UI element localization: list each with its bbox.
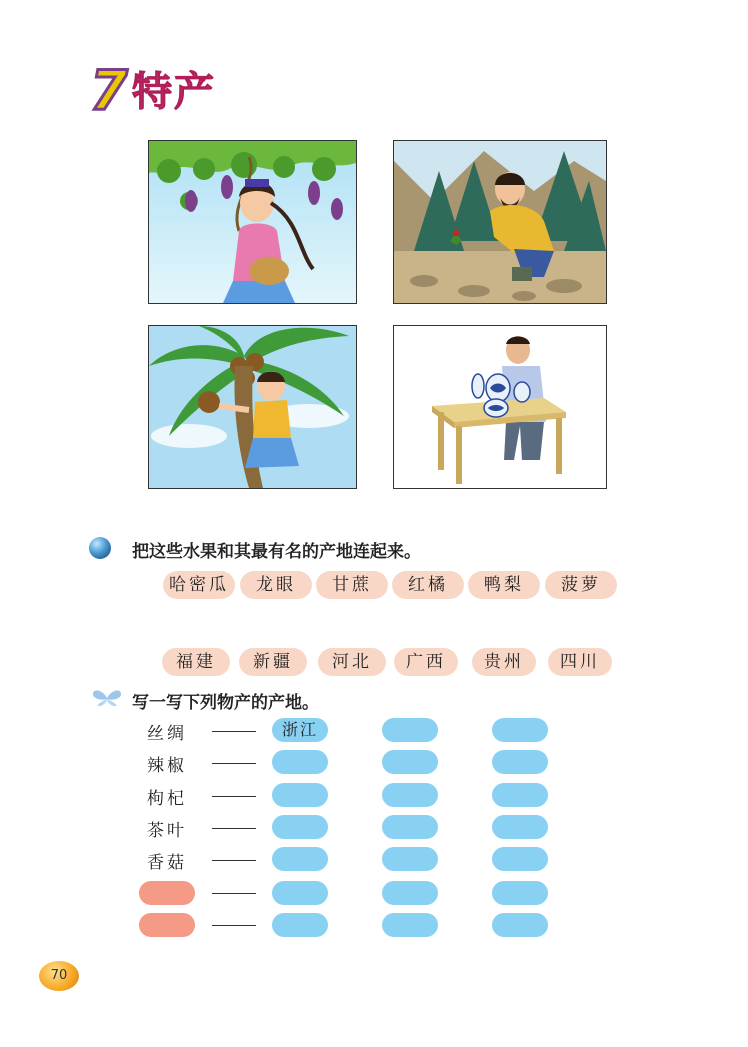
answer-blank[interactable] [492, 847, 548, 871]
answer-pill-filled: 浙江 [272, 718, 328, 742]
place-tag: 贵州 [472, 648, 536, 676]
fruit-tag: 菠萝 [545, 571, 617, 599]
porcelain-man-picture [393, 325, 607, 489]
place-tag: 四川 [548, 648, 612, 676]
lesson-title: 特产 [132, 69, 216, 115]
answer-blank[interactable] [492, 750, 548, 774]
answer-blank[interactable] [492, 913, 548, 937]
answer-blank[interactable] [272, 783, 328, 807]
fruit-tag: 红橘 [392, 571, 464, 599]
fruit-tag: 鸭梨 [468, 571, 540, 599]
place-tag: 河北 [318, 648, 386, 676]
fruit-tag: 哈密瓜 [163, 571, 235, 599]
answer-blank[interactable] [492, 815, 548, 839]
item-label: 枸杞 [147, 789, 187, 809]
connector-line [212, 763, 256, 764]
item-label: 茶叶 [147, 821, 187, 841]
connector-line [212, 828, 256, 829]
answer-blank[interactable] [272, 913, 328, 937]
connector-line [212, 731, 256, 732]
ginseng-man-picture [393, 140, 607, 304]
answer-blank[interactable] [272, 815, 328, 839]
section1-heading: 把这些水果和其最有名的产地连起来。 [132, 542, 421, 562]
page-number: 70 [39, 961, 79, 991]
answer-blank[interactable] [492, 881, 548, 905]
answer-blank[interactable] [382, 815, 438, 839]
answer-blank[interactable] [492, 783, 548, 807]
butterfly-icon [92, 689, 122, 707]
connector-line [212, 796, 256, 797]
section2-heading: 写一写下列物产的产地。 [132, 693, 319, 713]
place-tag: 福建 [162, 648, 230, 676]
place-tag: 新疆 [239, 648, 307, 676]
connector-line [212, 860, 256, 861]
place-tag: 广西 [394, 648, 458, 676]
coconut-boy-picture [148, 325, 357, 489]
answer-blank[interactable] [272, 847, 328, 871]
section-bullet-icon [89, 537, 111, 559]
answer-blank[interactable] [272, 750, 328, 774]
item-blank[interactable] [139, 913, 195, 937]
answer-blank[interactable] [382, 847, 438, 871]
connector-line [212, 925, 256, 926]
lesson-number: 7 [90, 59, 128, 122]
item-label: 香菇 [147, 853, 187, 873]
answer-blank[interactable] [382, 718, 438, 742]
fruit-tag: 甘蔗 [316, 571, 388, 599]
answer-blank[interactable] [382, 881, 438, 905]
answer-blank[interactable] [382, 913, 438, 937]
item-label: 丝绸 [147, 724, 187, 744]
connector-line [212, 893, 256, 894]
answer-blank[interactable] [382, 750, 438, 774]
answer-blank[interactable] [492, 718, 548, 742]
item-label: 辣椒 [147, 756, 187, 776]
fruit-tag: 龙眼 [240, 571, 312, 599]
answer-blank[interactable] [382, 783, 438, 807]
answer-blank[interactable] [272, 881, 328, 905]
item-blank[interactable] [139, 881, 195, 905]
grape-girl-picture [148, 140, 357, 304]
